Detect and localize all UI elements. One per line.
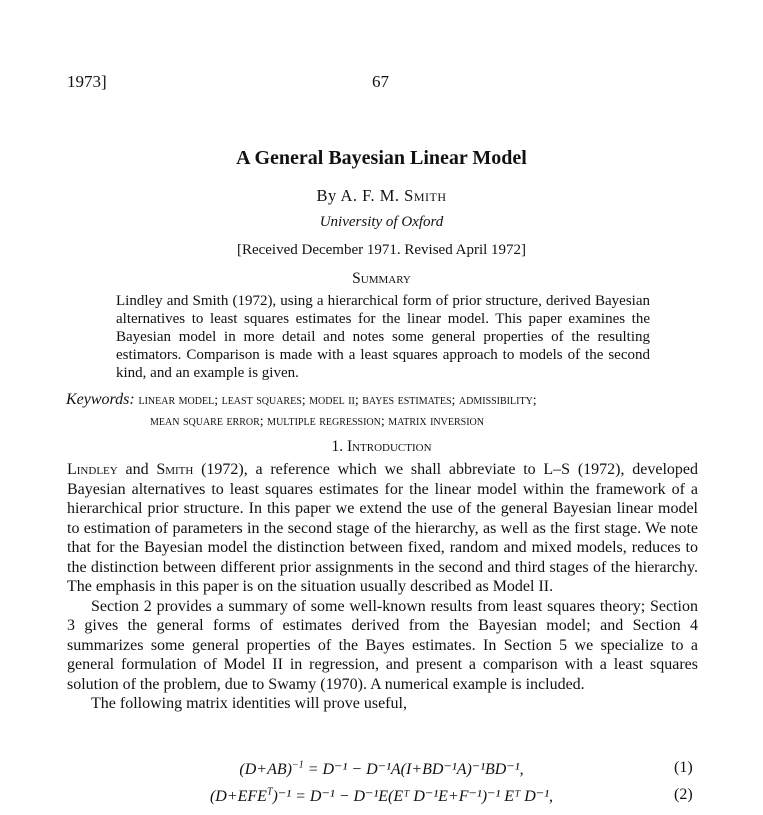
paragraph-1 <box>67 460 698 597</box>
keywords-line-1: linear model; least squares; model ii; bayes estimates; admissibility; <box>138 393 537 408</box>
summary-text: Lindley and Smith (1972), using a hierarchical form of prior structure, derived Bayesian alternatives to least squares estimates for the linear model. This paper examines the Bayesian model in more detail and notes some general properties of the resulting estimators. Comparison is made with a least squares approach to models of the second kind, and an example is given. <box>116 293 650 381</box>
equation-2-number: (2) <box>674 786 693 803</box>
page-number: 67 <box>372 72 389 91</box>
equation-2-rhs: = D⁻¹ − D⁻¹E(Eᵀ D⁻¹E+F⁻¹)⁻¹ Eᵀ D⁻¹, <box>291 788 554 805</box>
paragraph-2: Section 2 provides a summary of some well-known results from least squares theory; Section 3 gives the general forms of estimates derived from the Bayesian model; and Section 4 summarizes some general properties of the Bayes estimates. In Section 5 we specialize to a general formulation of Model II in regression, and present a comparison with a least squares solution of the problem, due to Swamy (1970). A numerical example is included. <box>67 597 698 693</box>
author-ref-lindley: Lindley <box>67 461 118 478</box>
keywords-label: Keywords: <box>66 391 135 408</box>
equation-2-lhs: (D+EFE <box>209 788 267 805</box>
paragraph-3: The following matrix identities will prove useful, <box>91 695 407 712</box>
equation-1-number: (1) <box>674 759 693 776</box>
section-title: Introduction <box>346 438 432 455</box>
received-dates: [Received December 1971. Revised April 1972] <box>236 242 527 258</box>
and-text: and <box>117 461 157 478</box>
equation-1-lhs: (D+AB) <box>239 761 292 778</box>
section-body <box>67 460 698 714</box>
running-header-year: 1973] <box>67 72 107 91</box>
section-heading <box>0 438 763 456</box>
equation-2-lhs-exponent: T <box>266 786 273 798</box>
author-line <box>0 186 763 206</box>
paper-title: A General Bayesian Linear Model <box>236 147 527 169</box>
paragraph-1-text: (1972), a reference which we shall abbreviate to L–S (1972), developed Bayesian alternatives to least squares estimates for the linear model within the framework of a hierarchical prior structure. In this paper we extend the use of the general Bayesian linear model to estimation of parameters in the second stage of the hierarchy, as well as the first stage. We note that for the Bayesian model the distinction between fixed, random and mixed models, reduces to the distinction between different prior assignments in the second and third stages of the hierarchy. The emphasis in this paper is on the situation usually described as Model II. <box>67 461 698 595</box>
equation-1-rhs: = D⁻¹ − D⁻¹A(I+BD⁻¹A)⁻¹BD⁻¹, <box>303 761 524 778</box>
author-prefix: By A. F. M. <box>316 186 400 205</box>
author-ref-smith: Smith <box>156 461 194 478</box>
author-surname: Smith <box>404 186 447 205</box>
equation-2-formula <box>0 786 763 806</box>
keywords-line-2: mean square error; multiple regression; matrix inversion <box>150 414 484 429</box>
summary-heading: Summary <box>352 270 411 287</box>
keywords <box>66 389 698 432</box>
equation-2-lhs-close: )⁻¹ <box>272 788 292 805</box>
equation-1-lhs-exponent: −1 <box>291 759 304 771</box>
equation-1-formula <box>0 759 763 779</box>
section-number: 1. <box>331 438 344 455</box>
affiliation: University of Oxford <box>319 214 444 230</box>
